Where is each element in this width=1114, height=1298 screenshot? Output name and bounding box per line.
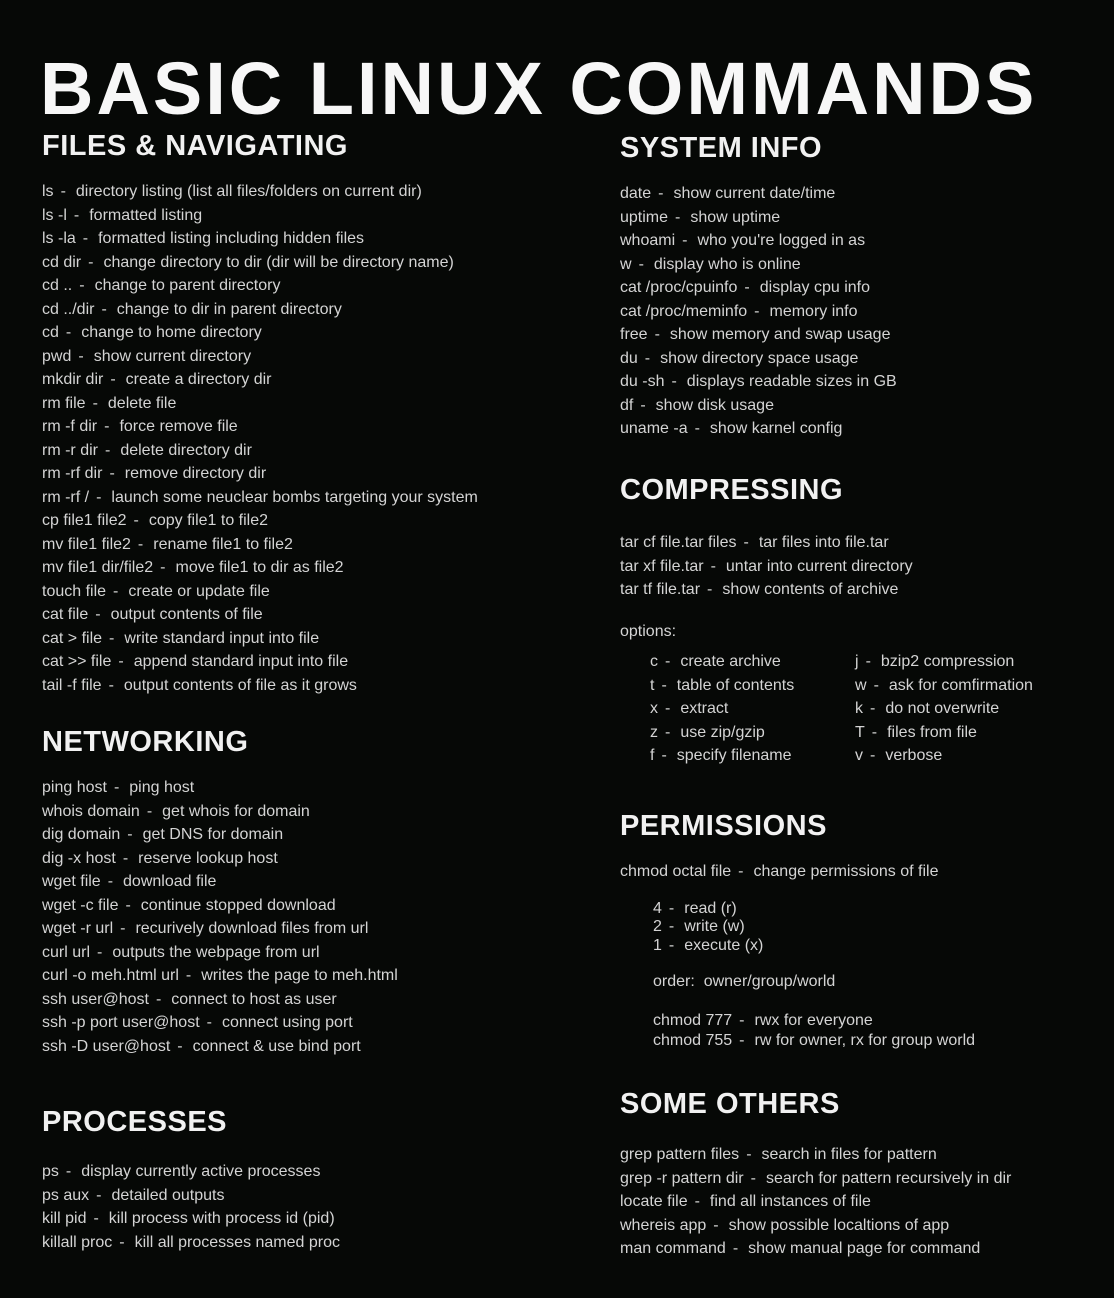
command-line: cat file - output contents of file <box>42 606 263 624</box>
command-line: ls -l - formatted listing <box>42 206 203 224</box>
command-line: x - extract <box>650 700 729 718</box>
command-line: grep pattern files - search in files for pattern <box>620 1146 937 1164</box>
command-line: w - display who is online <box>620 255 801 273</box>
tar-options-left <box>620 650 855 768</box>
section-heading: SOME OTHERS <box>620 1088 840 1120</box>
command-line: curl url - outputs the webpage from url <box>42 943 320 961</box>
command-line: du - show directory space usage <box>620 349 859 367</box>
command-list <box>42 776 398 1058</box>
command-line: tar xf file.tar - untar into current directory <box>620 557 913 575</box>
command-line: tail -f file - output contents of file as it grows <box>42 676 357 694</box>
command-line: ls - directory listing (list all files/folders on current dir) <box>42 183 422 201</box>
command-line: ssh -p port user@host - connect using port <box>42 1014 353 1032</box>
command-line: uptime - show uptime <box>620 208 781 226</box>
permission-order-line: order: owner/group/world <box>653 973 836 991</box>
command-line: wget -c file - continue stopped download <box>42 896 336 914</box>
command-line: rm -f dir - force remove file <box>42 418 238 436</box>
command-line: ls -la - formatted listing including hidden files <box>42 230 365 248</box>
command-line: cd ../dir - change to dir in parent directory <box>42 300 342 318</box>
section-files-navigating <box>42 130 478 697</box>
command-line: cat /proc/cpuinfo - display cpu info <box>620 279 871 297</box>
command-line: 4 - read (r) <box>653 899 737 917</box>
command-line: cp file1 file2 - copy file1 to file2 <box>42 512 269 530</box>
command-line: t - table of contents <box>650 676 795 694</box>
command-line: cd dir - change directory to dir (dir will be directory name) <box>42 253 454 271</box>
command-list <box>620 1143 1011 1261</box>
octal-values-list <box>620 900 975 956</box>
command-line: mv file1 file2 - rename file1 to file2 <box>42 535 293 553</box>
section-heading: PROCESSES <box>42 1106 227 1138</box>
command-line: ssh -D user@host - connect & use bind port <box>42 1037 361 1055</box>
command-line: touch file - create or update file <box>42 582 270 600</box>
command-list <box>620 531 1033 602</box>
command-line: cat /proc/meminfo - memory info <box>620 302 858 320</box>
section-processes <box>42 1106 340 1254</box>
command-line: rm -rf / - launch some neuclear bombs targeting your system <box>42 488 478 506</box>
command-line: wget -r url - recurively download files from url <box>42 920 369 938</box>
command-line: mv file1 dir/file2 - move file1 to dir as file2 <box>42 559 344 577</box>
command-line: rm file - delete file <box>42 394 177 412</box>
command-line: cd - change to home directory <box>42 324 262 342</box>
section-heading: FILES & NAVIGATING <box>42 130 348 162</box>
command-line: chmod 777 - rwx for everyone <box>653 1011 873 1029</box>
command-line: grep -r pattern dir - search for pattern recursively in dir <box>620 1169 1012 1187</box>
command-line: du -sh - displays readable sizes in GB <box>620 373 897 391</box>
command-line: cat >> file - append standard input into file <box>42 653 349 671</box>
command-line: man command - show manual page for command <box>620 1240 981 1258</box>
command-line: ps aux - detailed outputs <box>42 1186 225 1204</box>
command-line: c - create archive <box>650 653 781 671</box>
command-line: df - show disk usage <box>620 396 774 414</box>
section-networking <box>42 726 398 1058</box>
command-line: kill pid - kill process with process id (pid) <box>42 1210 335 1228</box>
command-line: f - specify filename <box>650 747 792 765</box>
command-line: curl -o meh.html url - writes the page to meh.html <box>42 967 398 985</box>
command-line: 2 - write (w) <box>653 918 745 936</box>
command-line: free - show memory and swap usage <box>620 326 891 344</box>
command-line: v - verbose <box>855 747 943 765</box>
command-line: chmod 755 - rw for owner, rx for group world <box>653 1032 976 1050</box>
section-compressing <box>620 474 1033 768</box>
command-line: ssh user@host - connect to host as user <box>42 990 337 1008</box>
command-line: tar cf file.tar files - tar files into file.tar <box>620 534 889 552</box>
section-heading: SYSTEM INFO <box>620 132 823 164</box>
section-some-others <box>620 1088 1011 1261</box>
command-line: rm -rf dir - remove directory dir <box>42 465 267 483</box>
command-list <box>42 180 478 697</box>
command-line: cat > file - write standard input into file <box>42 629 320 647</box>
command-line: chmod octal file - change permissions of file <box>620 863 939 881</box>
command-line: mkdir dir - create a directory dir <box>42 371 272 389</box>
command-line: uname -a - show karnel config <box>620 420 843 438</box>
section-heading: PERMISSIONS <box>620 810 827 842</box>
command-list <box>42 1160 340 1254</box>
command-line: rm -r dir - delete directory dir <box>42 441 252 459</box>
tar-options-right <box>855 650 1033 768</box>
section-heading: NETWORKING <box>42 726 249 758</box>
page-title: BASIC LINUX COMMANDS <box>40 46 1038 130</box>
command-line: whois domain - get whois for domain <box>42 802 310 820</box>
command-line: pwd - show current directory <box>42 347 252 365</box>
command-line: date - show current date/time <box>620 185 836 203</box>
command-line: whoami - who you're logged in as <box>620 232 866 250</box>
command-line: dig domain - get DNS for domain <box>42 826 284 844</box>
command-line: j - bzip2 compression <box>855 653 1015 671</box>
tar-options-grid <box>620 650 1033 768</box>
section-permissions <box>620 810 975 1052</box>
options-label: options: <box>620 622 677 640</box>
command-list <box>620 182 897 441</box>
command-line: w - ask for comfirmation <box>855 676 1033 694</box>
command-list <box>620 860 975 884</box>
command-line: 1 - execute (x) <box>653 936 764 954</box>
command-line: tar tf file.tar - show contents of archive <box>620 581 899 599</box>
section-system-info <box>620 132 897 441</box>
command-line: killall proc - kill all processes named proc <box>42 1233 340 1251</box>
command-line: dig -x host - reserve lookup host <box>42 849 278 867</box>
command-line: z - use zip/gzip <box>650 723 765 741</box>
command-line: wget file - download file <box>42 873 217 891</box>
chmod-examples-list <box>620 1011 975 1052</box>
command-line: cd .. - change to parent directory <box>42 277 281 295</box>
command-line: ps - display currently active processes <box>42 1163 321 1181</box>
command-line: locate file - find all instances of file <box>620 1193 871 1211</box>
command-line: k - do not overwrite <box>855 700 1000 718</box>
section-heading: COMPRESSING <box>620 474 844 506</box>
command-line: whereis app - show possible localtions of app <box>620 1216 950 1234</box>
command-line: T - files from file <box>855 723 977 741</box>
command-line: ping host - ping host <box>42 779 195 797</box>
